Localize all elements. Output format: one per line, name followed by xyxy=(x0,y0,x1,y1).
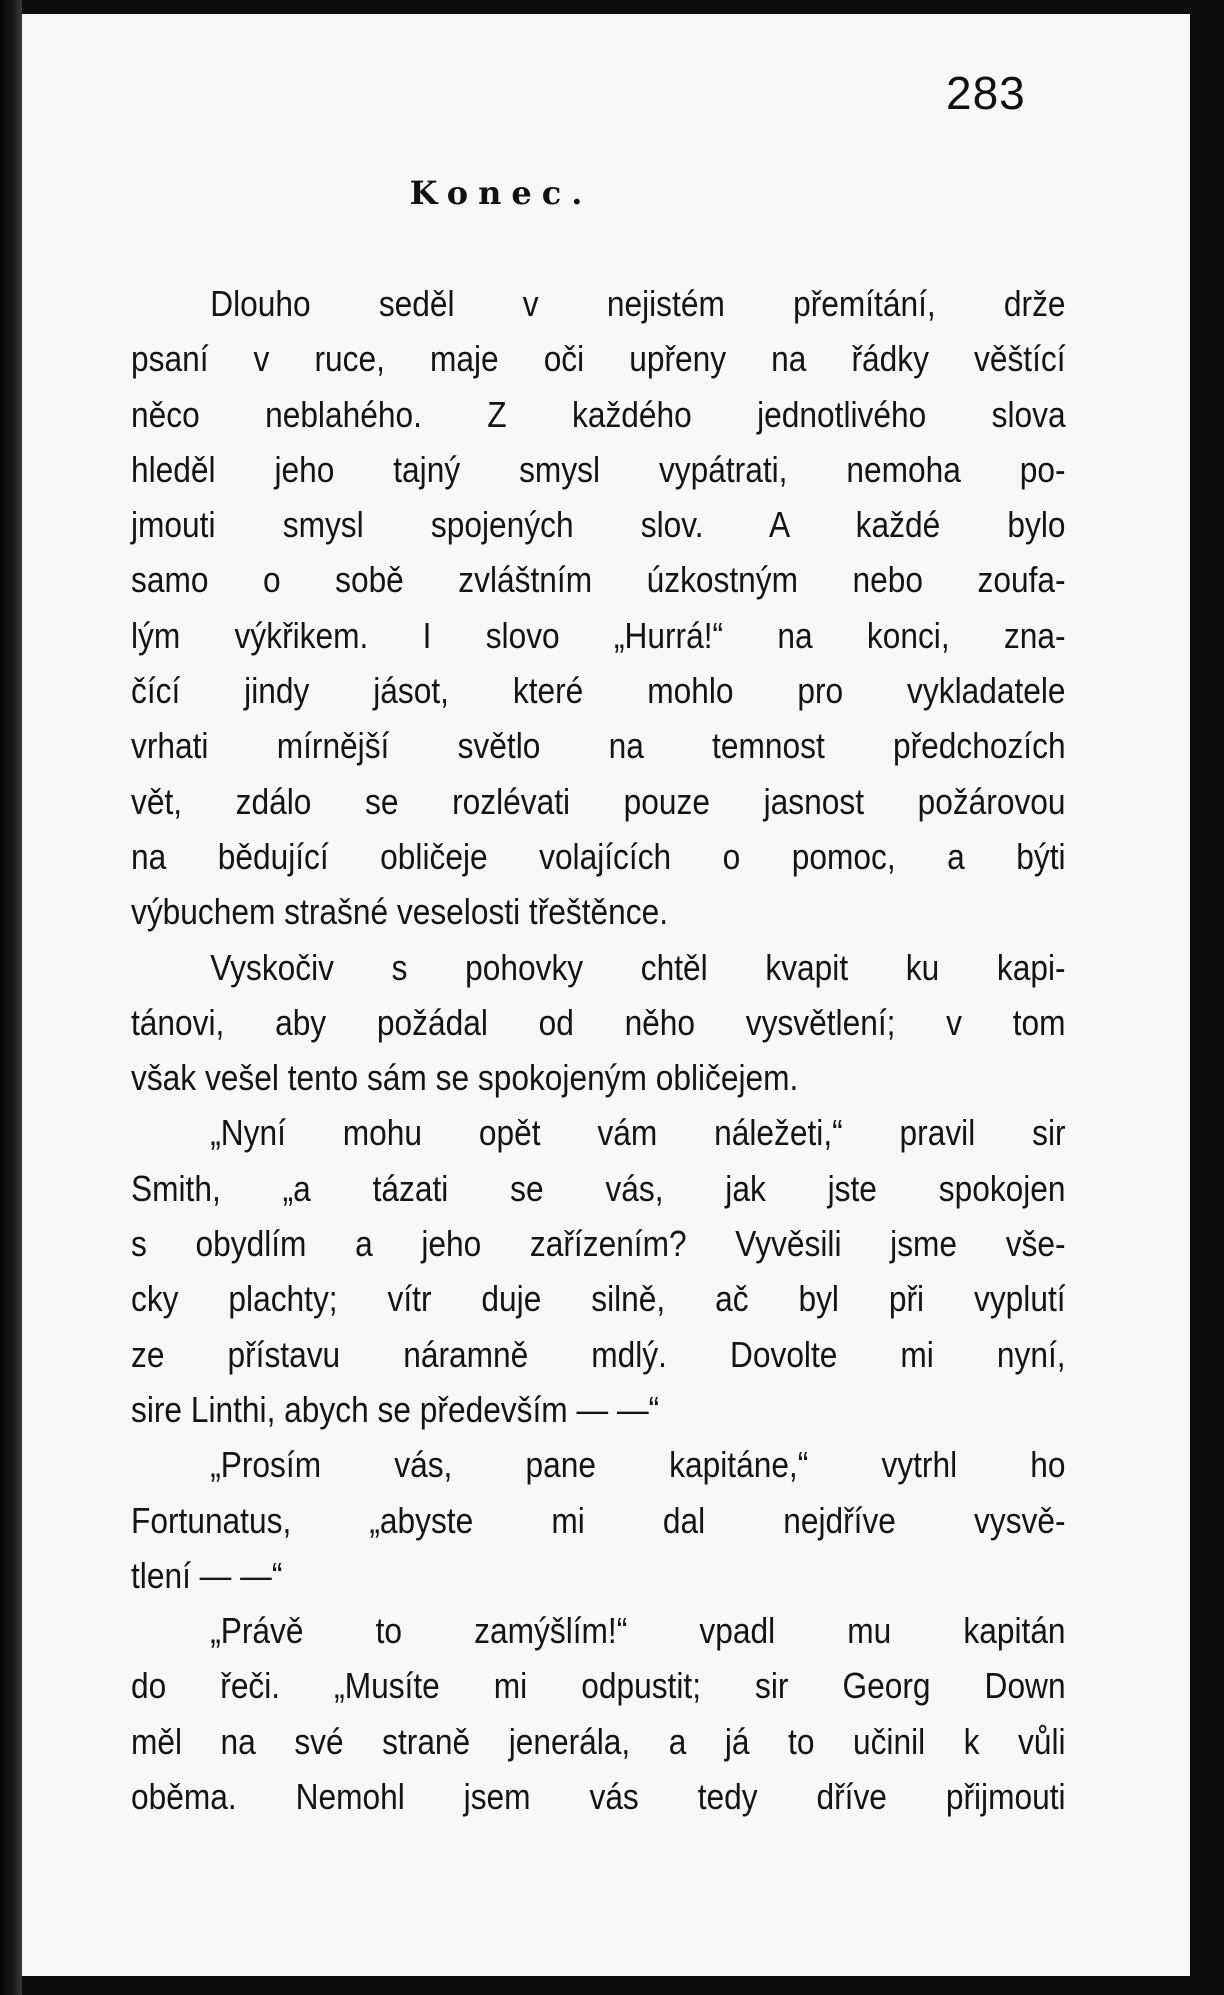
text-line: však vešel tento sám se spokojeným obličejem. xyxy=(131,1057,799,1099)
text-line: vrhati mírnější světlo na temnost předchozích xyxy=(131,725,1066,767)
text-line: psaní v ruce, maje oči upřeny na řádky věštící xyxy=(131,338,1066,380)
text-line: Smith, „a tázati se vás, jak jste spokojen xyxy=(131,1167,1066,1209)
text-line: něco neblahého. Z každého jednotlivého slova xyxy=(131,393,1066,435)
text-line: tlení — —“ xyxy=(131,1554,283,1596)
text-line: oběma. Nemohl jsem vás tedy dříve přijmouti xyxy=(131,1776,1066,1818)
text-line: vět, zdálo se rozlévati pouze jasnost požárovou xyxy=(131,780,1066,822)
text-line: Fortunatus, „abyste mi dal nejdříve vysvě- xyxy=(131,1499,1066,1541)
text-line: „Právě to zamýšlím!“ vpadl mu kapitán xyxy=(210,1610,1066,1652)
body-text xyxy=(131,276,1066,1824)
text-line: čící jindy jásot, které mohlo pro vykladatele xyxy=(131,670,1066,712)
text-line: Vyskočiv s pohovky chtěl kvapit ku kapi- xyxy=(210,946,1066,988)
page-number: 283 xyxy=(946,67,1026,119)
text-line: ze přístavu náramně mdlý. Dovolte mi nyní, xyxy=(131,1333,1066,1375)
text-line: „Prosím vás, pane kapitáne,“ vytrhl ho xyxy=(210,1444,1066,1486)
text-line: lým výkřikem. I slovo „Hurrá!“ na konci, zna- xyxy=(131,614,1066,656)
text-line: do řeči. „Musíte mi odpustit; sir Georg Down xyxy=(131,1665,1066,1707)
text-line: Dlouho seděl v nejistém přemítání, drže xyxy=(210,283,1066,324)
text-line: jmouti smysl spojených slov. A každé bylo xyxy=(131,504,1066,546)
text-line: cky plachty; vítr duje silně, ač byl při vyplutí xyxy=(131,1278,1066,1320)
text-line: s obydlím a jeho zařízením? Vyvěsili jsme vše- xyxy=(131,1223,1066,1265)
text-line: měl na své straně jenerála, a já to učinil k vůli xyxy=(131,1720,1066,1762)
text-line: na bědující obličeje volajících o pomoc, a býti xyxy=(131,835,1066,877)
scan-left-edge xyxy=(0,0,22,1995)
chapter-heading: Konec. xyxy=(409,174,593,212)
book-page xyxy=(22,14,1190,1976)
text-line: výbuchem strašné veselosti třeštěnce. xyxy=(131,891,669,933)
text-line: samo o sobě zvláštním úzkostným nebo zoufa- xyxy=(131,559,1066,601)
text-line: tánovi, aby požádal od něho vysvětlení; v tom xyxy=(131,1001,1066,1043)
text-line: hleděl jeho tajný smysl vypátrati, nemoha po- xyxy=(131,448,1066,490)
text-line: „Nyní mohu opět vám náležeti,“ pravil sir xyxy=(210,1112,1066,1154)
text-line: sire Linthi, abych se především — —“ xyxy=(131,1388,660,1430)
